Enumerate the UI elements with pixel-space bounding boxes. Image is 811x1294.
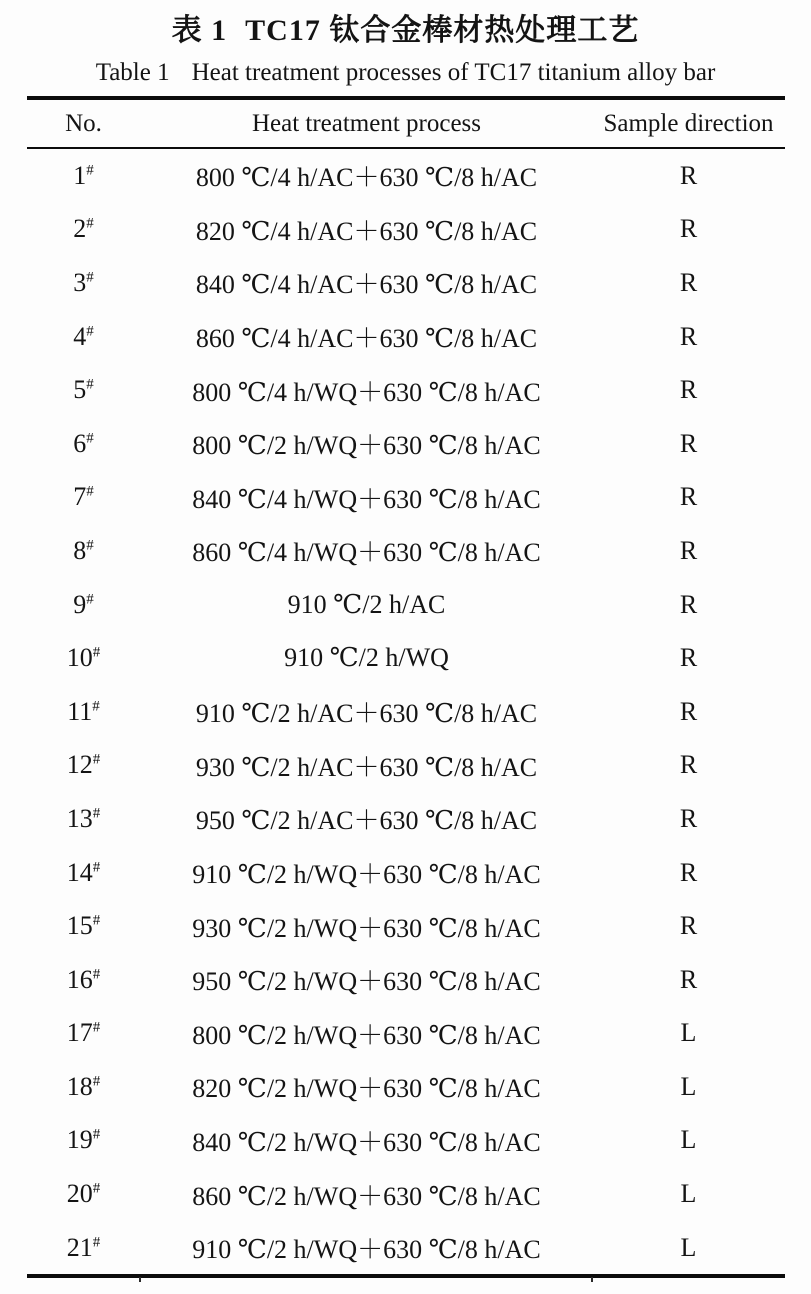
cell-sample-direction: R xyxy=(679,911,698,941)
cell-heat-treatment-process: 800 ℃/2 h/WQ＋630 ℃/8 h/AC xyxy=(192,1020,541,1050)
heat-treatment-table xyxy=(27,96,785,1278)
table-row xyxy=(27,256,785,310)
cell-heat-treatment-process: 820 ℃/4 h/AC＋630 ℃/8 h/AC xyxy=(195,216,538,246)
cell-sample-direction: R xyxy=(679,589,698,619)
number-suffix-superscript: # xyxy=(92,1126,101,1143)
cell-sample-number: 10# xyxy=(66,643,101,673)
table-row xyxy=(27,846,785,900)
table-row xyxy=(27,1167,785,1221)
number-suffix-superscript: # xyxy=(92,805,101,822)
column-header-process: Heat treatment process xyxy=(141,98,593,148)
cell-sample-direction: L xyxy=(680,1179,697,1209)
number-suffix-superscript: # xyxy=(86,215,94,232)
table-caption-english xyxy=(0,59,811,87)
table-row xyxy=(27,417,785,471)
cell-sample-direction: L xyxy=(680,1071,697,1101)
cell-heat-treatment-process: 860 ℃/2 h/WQ＋630 ℃/8 h/AC xyxy=(192,1181,541,1211)
number-suffix-superscript: # xyxy=(86,322,94,339)
table-caption-english-text: Heat treatment processes of TC17 titanium alloy bar xyxy=(191,59,716,86)
number-suffix-superscript: # xyxy=(86,483,94,500)
column-header-no: No. xyxy=(27,98,141,148)
number-suffix-superscript: # xyxy=(92,698,100,715)
cell-sample-number: 19# xyxy=(66,1125,101,1155)
cell-sample-direction: L xyxy=(680,1125,697,1155)
cell-heat-treatment-process: 950 ℃/2 h/AC＋630 ℃/8 h/AC xyxy=(195,806,538,836)
cell-sample-direction: R xyxy=(679,535,698,565)
cell-sample-number: 12# xyxy=(66,750,101,780)
cell-sample-direction: R xyxy=(679,696,698,726)
number-suffix-superscript: # xyxy=(92,644,101,661)
cell-heat-treatment-process: 910 ℃/2 h/WQ＋630 ℃/8 h/AC xyxy=(192,860,541,890)
table-body xyxy=(27,148,785,1276)
number-suffix-superscript: # xyxy=(92,751,101,768)
number-suffix-superscript: # xyxy=(92,1180,101,1197)
table-row xyxy=(27,792,785,846)
table-row xyxy=(27,578,785,632)
cell-sample-direction: R xyxy=(679,857,698,887)
cell-sample-direction: R xyxy=(679,321,698,351)
table-caption-chinese xyxy=(0,0,811,49)
table-row xyxy=(27,739,785,793)
table-row xyxy=(27,148,785,203)
cell-sample-number: 21# xyxy=(66,1232,101,1262)
table-caption-chinese-text: TC17 钛合金棒材热处理工艺 xyxy=(245,14,640,47)
number-suffix-superscript: # xyxy=(92,1234,101,1251)
cell-heat-treatment-process: 950 ℃/2 h/WQ＋630 ℃/8 h/AC xyxy=(192,967,541,997)
cell-sample-direction: R xyxy=(679,643,698,673)
cell-sample-direction: R xyxy=(679,375,698,405)
cell-sample-number: 15# xyxy=(66,911,101,941)
cell-sample-direction: L xyxy=(680,1018,697,1048)
cell-sample-direction: R xyxy=(679,160,698,190)
cell-sample-number: 13# xyxy=(66,803,101,833)
cell-sample-number: 20# xyxy=(66,1179,101,1209)
table-header-row xyxy=(27,98,785,148)
cell-sample-direction: R xyxy=(679,964,698,994)
number-suffix-superscript: # xyxy=(86,162,94,179)
cell-sample-number: 1# xyxy=(73,160,94,190)
number-suffix-superscript: # xyxy=(86,590,94,607)
cell-heat-treatment-process: 800 ℃/2 h/WQ＋630 ℃/8 h/AC xyxy=(192,431,541,461)
cell-sample-number: 11# xyxy=(67,696,100,726)
column-divider-tick xyxy=(139,1277,141,1282)
cell-heat-treatment-process: 820 ℃/2 h/WQ＋630 ℃/8 h/AC xyxy=(192,1074,541,1104)
table-caption-english-label: Table 1 xyxy=(95,59,170,86)
cell-sample-number: 4# xyxy=(73,321,94,351)
cell-heat-treatment-process: 930 ℃/2 h/WQ＋630 ℃/8 h/AC xyxy=(192,913,541,943)
cell-sample-number: 2# xyxy=(73,214,94,244)
table-row xyxy=(27,899,785,953)
cell-heat-treatment-process: 910 ℃/2 h/WQ xyxy=(284,643,449,673)
number-suffix-superscript: # xyxy=(86,269,94,286)
table-row xyxy=(27,1060,785,1114)
cell-sample-direction: R xyxy=(679,750,698,780)
table-row xyxy=(27,1221,785,1277)
table-row xyxy=(27,203,785,257)
cell-sample-direction: R xyxy=(679,267,698,297)
table-row xyxy=(27,953,785,1007)
cell-sample-direction: R xyxy=(679,803,698,833)
cell-heat-treatment-process: 930 ℃/2 h/AC＋630 ℃/8 h/AC xyxy=(195,752,538,782)
cell-heat-treatment-process: 860 ℃/4 h/AC＋630 ℃/8 h/AC xyxy=(195,324,538,354)
cell-heat-treatment-process: 860 ℃/4 h/WQ＋630 ℃/8 h/AC xyxy=(192,538,541,568)
table-row xyxy=(27,1007,785,1061)
cell-heat-treatment-process: 840 ℃/4 h/WQ＋630 ℃/8 h/AC xyxy=(192,484,541,514)
cell-heat-treatment-process: 800 ℃/4 h/WQ＋630 ℃/8 h/AC xyxy=(192,377,541,407)
cell-sample-number: 7# xyxy=(73,482,94,512)
column-header-direction: Sample direction xyxy=(593,98,785,148)
cell-sample-number: 8# xyxy=(73,535,94,565)
number-suffix-superscript: # xyxy=(86,376,94,393)
cell-heat-treatment-process: 910 ℃/2 h/AC xyxy=(287,589,446,619)
number-suffix-superscript: # xyxy=(92,858,101,875)
table-row xyxy=(27,524,785,578)
table-caption-chinese-label: 表 1 xyxy=(171,14,228,47)
number-suffix-superscript: # xyxy=(86,537,94,554)
number-suffix-superscript: # xyxy=(92,1019,101,1036)
cell-sample-number: 3# xyxy=(73,267,94,297)
cell-sample-direction: R xyxy=(679,482,698,512)
table-row xyxy=(27,685,785,739)
cell-sample-number: 6# xyxy=(73,428,94,458)
number-suffix-superscript: # xyxy=(86,430,94,447)
table-row xyxy=(27,363,785,417)
cell-sample-number: 14# xyxy=(66,857,101,887)
cell-heat-treatment-process: 840 ℃/4 h/AC＋630 ℃/8 h/AC xyxy=(195,270,538,300)
cell-heat-treatment-process: 910 ℃/2 h/AC＋630 ℃/8 h/AC xyxy=(195,699,538,729)
cell-heat-treatment-process: 910 ℃/2 h/WQ＋630 ℃/8 h/AC xyxy=(192,1235,541,1265)
cell-sample-direction: R xyxy=(679,428,698,458)
number-suffix-superscript: # xyxy=(92,1073,101,1090)
column-divider-tick xyxy=(591,1277,593,1282)
cell-heat-treatment-process: 800 ℃/4 h/AC＋630 ℃/8 h/AC xyxy=(195,163,538,193)
cell-sample-number: 18# xyxy=(66,1071,101,1101)
number-suffix-superscript: # xyxy=(92,966,101,983)
table-row xyxy=(27,1114,785,1168)
cell-heat-treatment-process: 840 ℃/2 h/WQ＋630 ℃/8 h/AC xyxy=(192,1127,541,1157)
cell-sample-number: 17# xyxy=(66,1018,101,1048)
cell-sample-number: 9# xyxy=(73,589,94,619)
table-row xyxy=(27,310,785,364)
cell-sample-direction: R xyxy=(679,214,698,244)
number-suffix-superscript: # xyxy=(92,912,101,929)
cell-sample-number: 5# xyxy=(73,375,94,405)
table-row xyxy=(27,471,785,525)
table-header xyxy=(27,98,785,148)
table-wrapper xyxy=(27,96,785,1278)
cell-sample-number: 16# xyxy=(66,964,101,994)
table-row xyxy=(27,631,785,685)
cell-sample-direction: L xyxy=(680,1232,697,1262)
